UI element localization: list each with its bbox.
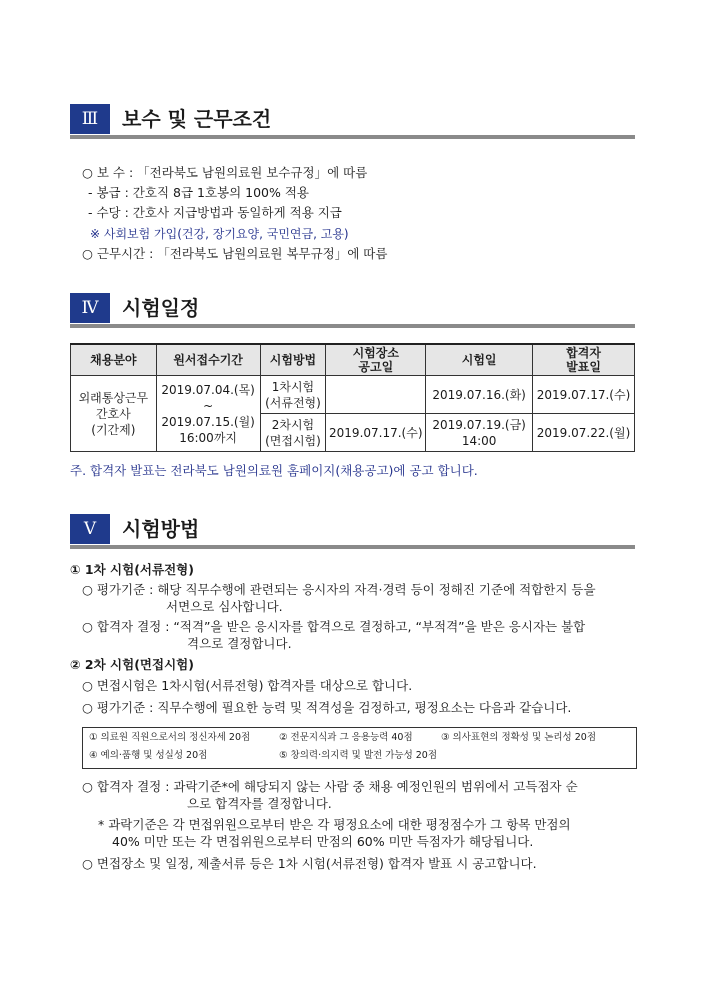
announcement-note: 주. 합격자 발표는 전라북도 남원의료원 홈페이지(채용공고)에 공고 합니다. — [70, 463, 478, 478]
criterion-item: ① 의료원 직원으로서의 정신자세 20점 — [89, 732, 251, 743]
field-line: (기간제) — [91, 422, 136, 437]
interview-decision: ○ 합격자 결정 : 과락기준*에 해당되지 않는 사람 중 채용 예정인원의 범위에서 고득점자 순 — [82, 779, 578, 794]
allowance-line: - 수당 : 간호사 지급방법과 동일하게 적용 지급 — [88, 205, 342, 220]
header-place-text: 시험장소 공고일 — [352, 346, 399, 374]
method-line: (면접시험) — [265, 433, 321, 448]
section-divider — [70, 545, 635, 549]
section-3-header — [70, 104, 635, 138]
salary-line: ○ 보 수 : 「전라북도 남원의료원 보수규정」에 따름 — [82, 165, 368, 180]
period-cell — [156, 376, 260, 452]
first-exam-criteria: ○ 평가기준 : 해당 직무수행에 관련되는 응시자의 자격·경력 등이 정해진 기준에 적합한지 등을 — [82, 582, 596, 597]
section-title: 시험방법 — [122, 517, 200, 541]
subsection-second-exam: ② 2차 시험(면접시험) — [70, 657, 194, 672]
period-line: 16:00까지 — [179, 430, 238, 445]
cutoff-note: * 과락기준은 각 면접위원으로부터 받은 각 평정요소에 대한 평정점수가 그 항목 만점의 — [98, 817, 571, 832]
place-cell: 2019.07.17.(수) — [326, 414, 426, 452]
first-exam-decision: ○ 합격자 결정 : “적격”을 받은 응시자를 합격으로 결정하고, “부적격”을 받은 응시자는 불합 — [82, 619, 586, 634]
criterion-item: ② 전문지식과 그 응용능력 40점 — [279, 732, 413, 743]
insurance-note: ※ 사회보험 가입(건강, 장기요양, 국민연금, 고용) — [90, 227, 349, 241]
period-line: 2019.07.15.(월) — [161, 414, 255, 429]
section-title: 시험일정 — [122, 296, 200, 320]
exam-schedule-table — [70, 343, 635, 452]
interview-criteria: ○ 평가기준 : 직무수행에 필요한 능력 및 적격성을 검정하고, 평정요소는 다음과 같습니다. — [82, 700, 572, 715]
section-number: Ⅲ — [70, 104, 110, 134]
criterion-item: ⑤ 창의력·의지력 및 발전 가능성 20점 — [279, 750, 438, 761]
result-cell: 2019.07.22.(월) — [533, 414, 635, 452]
section-number: Ⅳ — [70, 293, 110, 323]
section-title: 보수 및 근무조건 — [122, 107, 272, 131]
interview-decision-cont: 으로 합격자를 결정합니다. — [187, 796, 332, 811]
header-result — [533, 344, 635, 376]
subsection-first-exam: ① 1차 시험(서류전형) — [70, 562, 194, 577]
method-line: 2차시험 — [271, 417, 315, 432]
header-date: 시험일 — [426, 344, 533, 376]
section-divider — [70, 135, 635, 139]
section-divider — [70, 324, 635, 328]
first-exam-criteria-cont: 서면으로 심사합니다. — [166, 599, 283, 614]
method-cell — [260, 376, 326, 414]
table-row — [71, 376, 635, 414]
base-pay-line: - 봉급 : 간호직 8급 1호봉의 100% 적용 — [88, 185, 310, 200]
date-line: 14:00 — [461, 433, 497, 448]
period-line: ~ — [203, 398, 214, 413]
interview-location-note: ○ 면접장소 및 일정, 제출서류 등은 1차 시험(서류전형) 합격자 발표 시 공고합니다. — [82, 856, 537, 871]
table-header-row — [71, 344, 635, 376]
period-line: 2019.07.04.(목) — [161, 382, 255, 397]
header-period: 원서접수기간 — [156, 344, 260, 376]
method-cell — [260, 414, 326, 452]
header-place — [326, 344, 426, 376]
section-5-header — [70, 514, 635, 548]
date-line: 2019.07.19.(금) — [432, 417, 526, 432]
method-line: 1차시험 — [271, 379, 315, 394]
date-cell: 2019.07.16.(화) — [426, 376, 533, 414]
section-4-header — [70, 293, 635, 327]
field-line: 간호사 — [95, 406, 131, 421]
criterion-item: ④ 예의·품행 및 성실성 20점 — [89, 750, 208, 761]
interview-target: ○ 면접시험은 1차시험(서류전형) 합격자를 대상으로 합니다. — [82, 678, 413, 693]
evaluation-criteria-box — [82, 727, 637, 769]
result-cell: 2019.07.17.(수) — [533, 376, 635, 414]
method-line: (서류전형) — [265, 395, 321, 410]
date-cell — [426, 414, 533, 452]
header-result-text: 합격자 발표일 — [566, 346, 601, 374]
section-number: Ⅴ — [70, 514, 110, 544]
field-cell — [71, 376, 157, 452]
first-exam-decision-cont: 격으로 결정합니다. — [187, 636, 292, 651]
work-hours-line: ○ 근무시간 : 「전라북도 남원의료원 복무규정」에 따름 — [82, 246, 388, 261]
cutoff-note-cont: 40% 미만 또는 각 면접위원으로부터 만점의 60% 미만 득점자가 해당됩니다. — [112, 834, 534, 849]
criterion-item: ③ 의사표현의 정확성 및 논리성 20점 — [441, 732, 597, 743]
field-line: 외래통상근무 — [78, 390, 149, 405]
header-method: 시험방법 — [260, 344, 326, 376]
header-field: 채용분야 — [71, 344, 157, 376]
place-cell — [326, 376, 426, 414]
